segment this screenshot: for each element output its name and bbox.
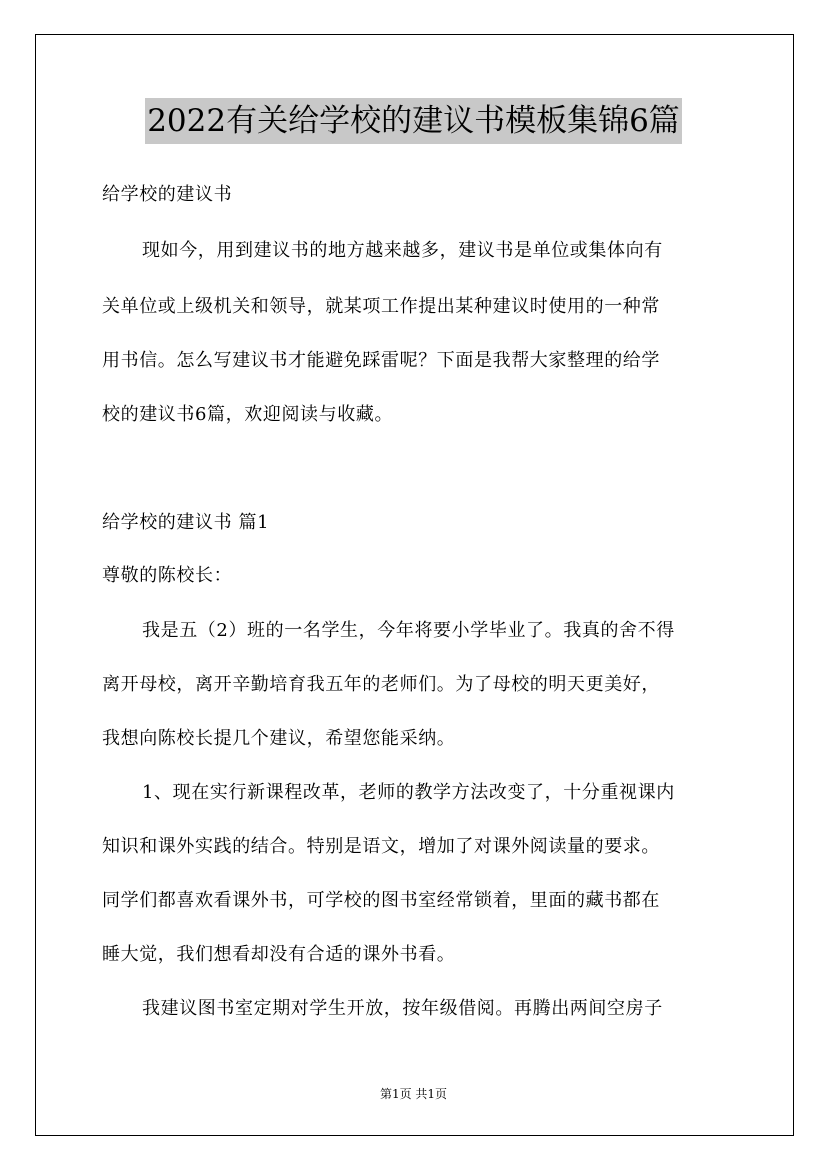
section-heading: 给学校的建议书 篇1 bbox=[102, 512, 270, 533]
paragraph-line: 1、现在实行新课程改革，老师的教学方法改变了，十分重视课内 bbox=[142, 782, 675, 803]
paragraph-line: 关单位或上级机关和领导，就某项工作提出某种建议时使用的一种常 bbox=[102, 296, 660, 317]
page-footer: 第1页 共1页 bbox=[379, 1087, 448, 1101]
section-heading: 给学校的建议书 bbox=[102, 184, 233, 205]
paragraph-line: 同学们都喜欢看课外书，可学校的图书室经常锁着，里面的藏书都在 bbox=[102, 890, 660, 911]
paragraph-line: 校的建议书6篇，欢迎阅读与收藏。 bbox=[102, 404, 394, 425]
paragraph-line: 离开母校，离开辛勤培育我五年的老师们。为了母校的明天更美好， bbox=[102, 674, 660, 695]
paragraph-line: 我是五（2）班的一名学生，今年将要小学毕业了。我真的舍不得 bbox=[142, 620, 675, 641]
salutation: 尊敬的陈校长： bbox=[102, 565, 233, 586]
paragraph-line: 我建议图书室定期对学生开放，按年级借阅。再腾出两间空房子 bbox=[142, 998, 663, 1019]
document-title: 2022有关给学校的建议书模板集锦6篇 bbox=[145, 98, 682, 144]
paragraph-line: 用书信。怎么写建议书才能避免踩雷呢？下面是我帮大家整理的给学 bbox=[102, 350, 660, 371]
paragraph-line: 睡大觉，我们想看却没有合适的课外书看。 bbox=[102, 944, 456, 965]
paragraph-line: 现如今，用到建议书的地方越来越多，建议书是单位或集体向有 bbox=[142, 240, 663, 261]
title-container bbox=[0, 98, 827, 144]
paragraph-line: 我想向陈校长提几个建议，希望您能采纳。 bbox=[102, 728, 456, 749]
paragraph-line: 知识和课外实践的结合。特别是语文，增加了对课外阅读量的要求。 bbox=[102, 836, 660, 857]
